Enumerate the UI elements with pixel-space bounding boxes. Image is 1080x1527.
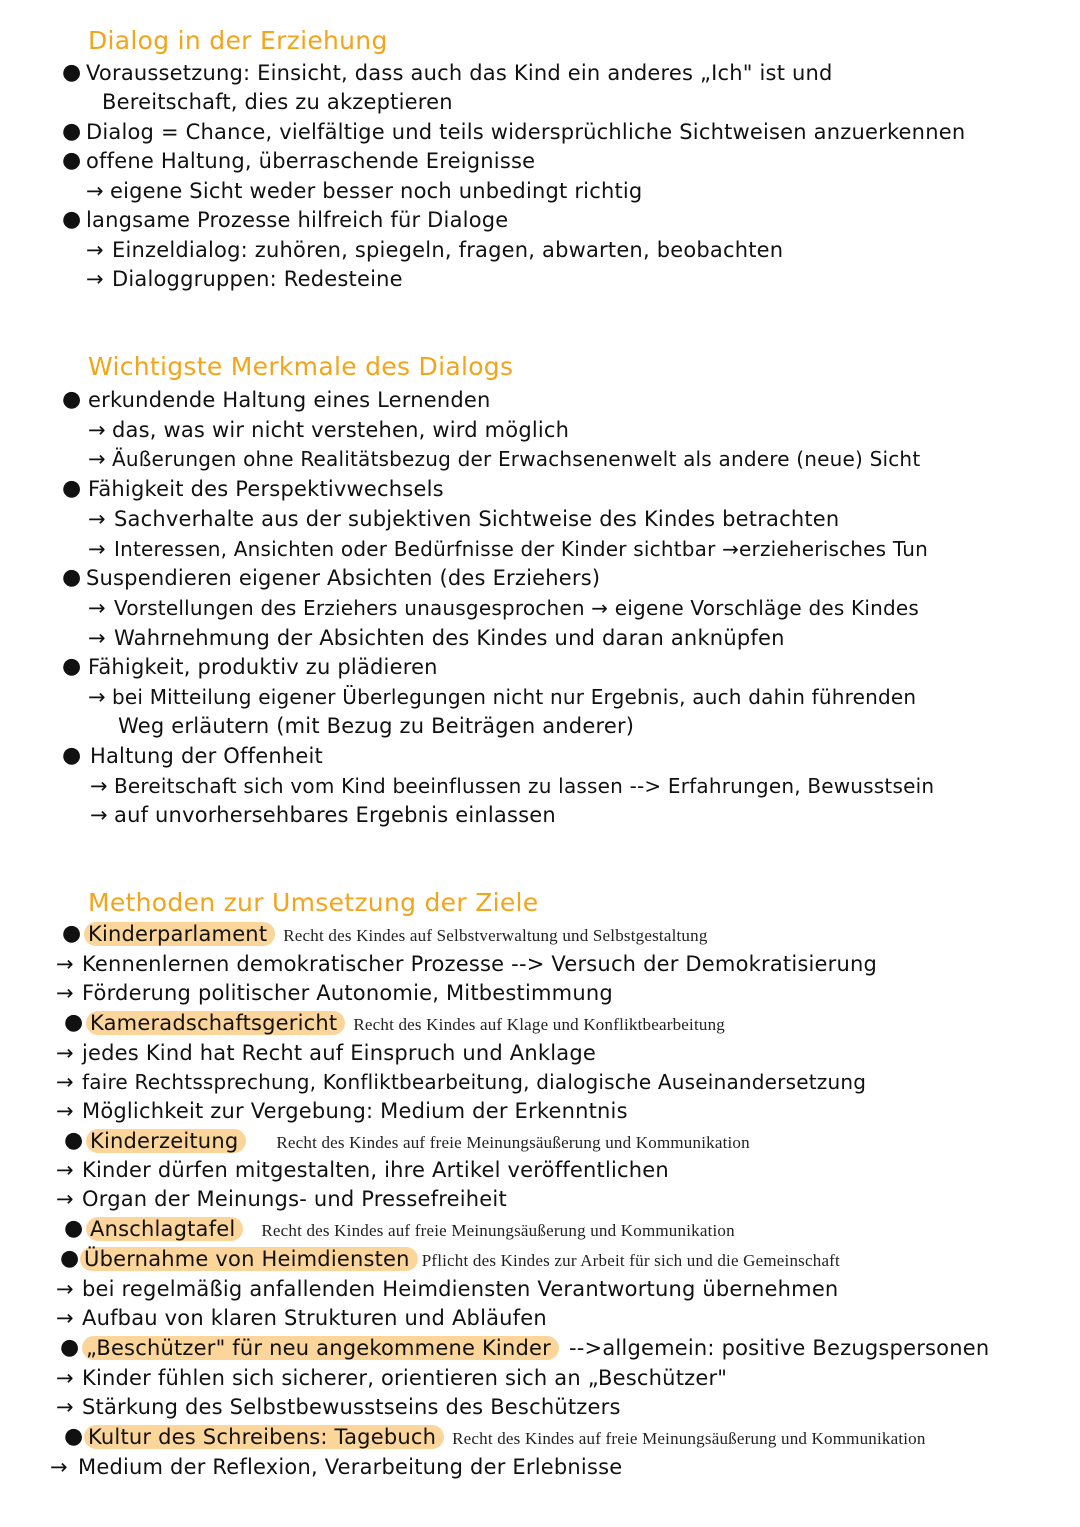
note-line: Wahrnehmung der Absichten des Kindes und daran anknüpfen xyxy=(114,626,785,650)
bullet-icon: ● xyxy=(60,1335,80,1360)
note-line: Dialog = Chance, vielfältige und teils widersprüchliche Sichtweisen anzuerkennen xyxy=(86,120,966,144)
arrow-icon: → xyxy=(86,179,104,203)
note-line: Kinder fühlen sich sicherer, orientieren sich an „Beschützer" xyxy=(82,1366,728,1390)
bullet-icon: ● xyxy=(62,60,82,85)
method-right: Recht des Kindes auf freie Meinungsäußerung und Kommunikation xyxy=(261,1221,735,1240)
arrow-icon: → xyxy=(88,626,106,650)
arrow-icon: → xyxy=(56,1041,74,1065)
note-line: auf unvorhersehbares Ergebnis einlassen xyxy=(114,803,556,827)
method-anschlagtafel: Anschlagtafel xyxy=(86,1217,243,1241)
note-line: Kinder dürfen mitgestalten, ihre Artikel veröffentlichen xyxy=(82,1158,669,1182)
note-line: Voraussetzung: Einsicht, dass auch das Kind ein anderes „Ich" ist und xyxy=(86,61,833,85)
note-line: Möglichkeit zur Vergebung: Medium der Erkenntnis xyxy=(82,1099,628,1123)
bullet-icon: ● xyxy=(64,1128,84,1153)
note-line: Dialoggruppen: Redesteine xyxy=(112,267,403,291)
bullet-icon: ● xyxy=(62,743,82,768)
method-kameradschaftsgericht: Kameradschaftsgericht xyxy=(86,1011,345,1035)
note-line: faire Rechtssprechung, Konfliktbearbeitung, dialogische Auseinandersetzung xyxy=(82,1070,867,1094)
note-line: bei regelmäßig anfallenden Heimdiensten Verantwortung übernehmen xyxy=(82,1277,839,1301)
note-line: Förderung politischer Autonomie, Mitbestimmung xyxy=(82,981,613,1005)
method-kinderparlament: Kinderparlament xyxy=(84,922,275,946)
note-line: Einzeldialog: zuhören, spiegeln, fragen, abwarten, beobachten xyxy=(112,238,784,262)
note-line: Weg erläutern (mit Bezug zu Beiträgen anderer) xyxy=(118,714,635,738)
note-line: Stärkung des Selbstbewusstseins des Beschützers xyxy=(82,1395,621,1419)
bullet-icon: ● xyxy=(64,1010,84,1035)
note-line: Suspendieren eigener Absichten (des Erziehers) xyxy=(86,566,601,590)
method-row xyxy=(84,1424,926,1452)
method-right: Recht des Kindes auf freie Meinungsäußerung und Kommunikation xyxy=(276,1133,750,1152)
arrow-icon: → xyxy=(88,418,106,442)
section-heading-merkmale: Wichtigste Merkmale des Dialogs xyxy=(88,352,514,381)
note-line: Bereitschaft, dies zu akzeptieren xyxy=(102,90,453,114)
method-heimdienste: Übernahme von Heimdiensten xyxy=(80,1247,418,1271)
bullet-icon: ● xyxy=(62,476,82,501)
arrow-icon: → xyxy=(88,447,106,471)
method-right: Recht des Kindes auf freie Meinungsäußerung und Kommunikation xyxy=(452,1429,926,1448)
method-row xyxy=(86,1216,735,1244)
method-right: Recht des Kindes auf Klage und Konfliktbearbeitung xyxy=(353,1015,725,1034)
arrow-icon: → xyxy=(56,1099,74,1123)
arrow-icon: → xyxy=(88,507,106,531)
note-line: Bereitschaft sich vom Kind beeinflussen zu lassen --> Erfahrungen, Bewusstsein xyxy=(114,774,935,798)
note-line: langsame Prozesse hilfreich für Dialoge xyxy=(86,208,509,232)
bullet-icon: ● xyxy=(62,654,82,679)
section-heading-dialog: Dialog in der Erziehung xyxy=(88,26,388,55)
note-line: das, was wir nicht verstehen, wird möglich xyxy=(112,418,570,442)
method-beschuetzer: „Beschützer" für neu angekommene Kinder xyxy=(82,1336,559,1360)
method-row xyxy=(84,921,708,949)
note-line: Fähigkeit des Perspektivwechsels xyxy=(88,477,444,501)
method-right: Recht des Kindes auf Selbstverwaltung und Selbstgestaltung xyxy=(283,926,708,945)
arrow-icon: → xyxy=(56,1158,74,1182)
arrow-icon: → xyxy=(90,803,108,827)
note-line: Organ der Meinungs- und Pressefreiheit xyxy=(82,1187,507,1211)
bullet-icon: ● xyxy=(64,1424,84,1449)
note-line: Sachverhalte aus der subjektiven Sichtweise des Kindes betrachten xyxy=(114,507,840,531)
arrow-icon: → xyxy=(56,1070,74,1094)
method-row xyxy=(86,1128,750,1156)
arrow-icon: → xyxy=(56,1306,74,1330)
method-row xyxy=(86,1010,725,1038)
bullet-icon: ● xyxy=(62,387,82,412)
note-line: jedes Kind hat Recht auf Einspruch und Anklage xyxy=(82,1041,596,1065)
arrow-icon: → xyxy=(86,238,104,262)
note-line: offene Haltung, überraschende Ereignisse xyxy=(86,149,536,173)
section-heading-methoden: Methoden zur Umsetzung der Ziele xyxy=(88,888,539,917)
note-line: Haltung der Offenheit xyxy=(90,744,323,768)
bullet-icon: ● xyxy=(62,921,82,946)
arrow-icon: → xyxy=(86,267,104,291)
method-right: Pflicht des Kindes zur Arbeit für sich und die Gemeinschaft xyxy=(421,1251,840,1270)
note-line: Kennenlernen demokratischer Prozesse --> Versuch der Demokratisierung xyxy=(82,952,878,976)
bullet-icon: ● xyxy=(64,1216,84,1241)
arrow-icon: → xyxy=(90,774,108,798)
method-right: -->allgemein: positive Bezugspersonen xyxy=(568,1336,990,1360)
arrow-icon: → xyxy=(88,537,106,561)
bullet-icon: ● xyxy=(62,207,82,232)
bullet-icon: ● xyxy=(62,565,82,590)
note-line: eigene Sicht weder besser noch unbedingt richtig xyxy=(110,179,643,203)
note-line: Medium der Reflexion, Verarbeitung der Erlebnisse xyxy=(78,1455,623,1479)
arrow-icon: → xyxy=(56,1395,74,1419)
arrow-icon: → xyxy=(88,596,106,620)
arrow-icon: → xyxy=(56,1187,74,1211)
bullet-icon: ● xyxy=(60,1246,80,1271)
method-tagebuch: Kultur des Schreibens: Tagebuch xyxy=(84,1425,444,1449)
method-row xyxy=(82,1335,989,1361)
arrow-icon: → xyxy=(56,981,74,1005)
note-line: erkundende Haltung eines Lernenden xyxy=(88,388,491,412)
note-line: Äußerungen ohne Realitätsbezug der Erwachsenenwelt als andere (neue) Sicht xyxy=(112,447,921,471)
bullet-icon: ● xyxy=(62,119,82,144)
arrow-icon: → xyxy=(56,1277,74,1301)
arrow-icon: → xyxy=(56,1366,74,1390)
bullet-icon: ● xyxy=(62,148,82,173)
arrow-icon: → xyxy=(56,952,74,976)
note-line: Interessen, Ansichten oder Bedürfnisse der Kinder sichtbar →erzieherisches Tun xyxy=(114,537,928,561)
note-line: bei Mitteilung eigener Überlegungen nicht nur Ergebnis, auch dahin führenden xyxy=(112,685,917,709)
note-line: Vorstellungen des Erziehers unausgesprochen → eigene Vorschläge des Kindes xyxy=(114,596,919,620)
note-line: Aufbau von klaren Strukturen und Abläufen xyxy=(82,1306,547,1330)
arrow-icon: → xyxy=(88,685,106,709)
method-kinderzeitung: Kinderzeitung xyxy=(86,1129,246,1153)
arrow-icon: → xyxy=(50,1455,68,1479)
method-row xyxy=(80,1246,840,1274)
note-line: Fähigkeit, produktiv zu plädieren xyxy=(88,655,438,679)
